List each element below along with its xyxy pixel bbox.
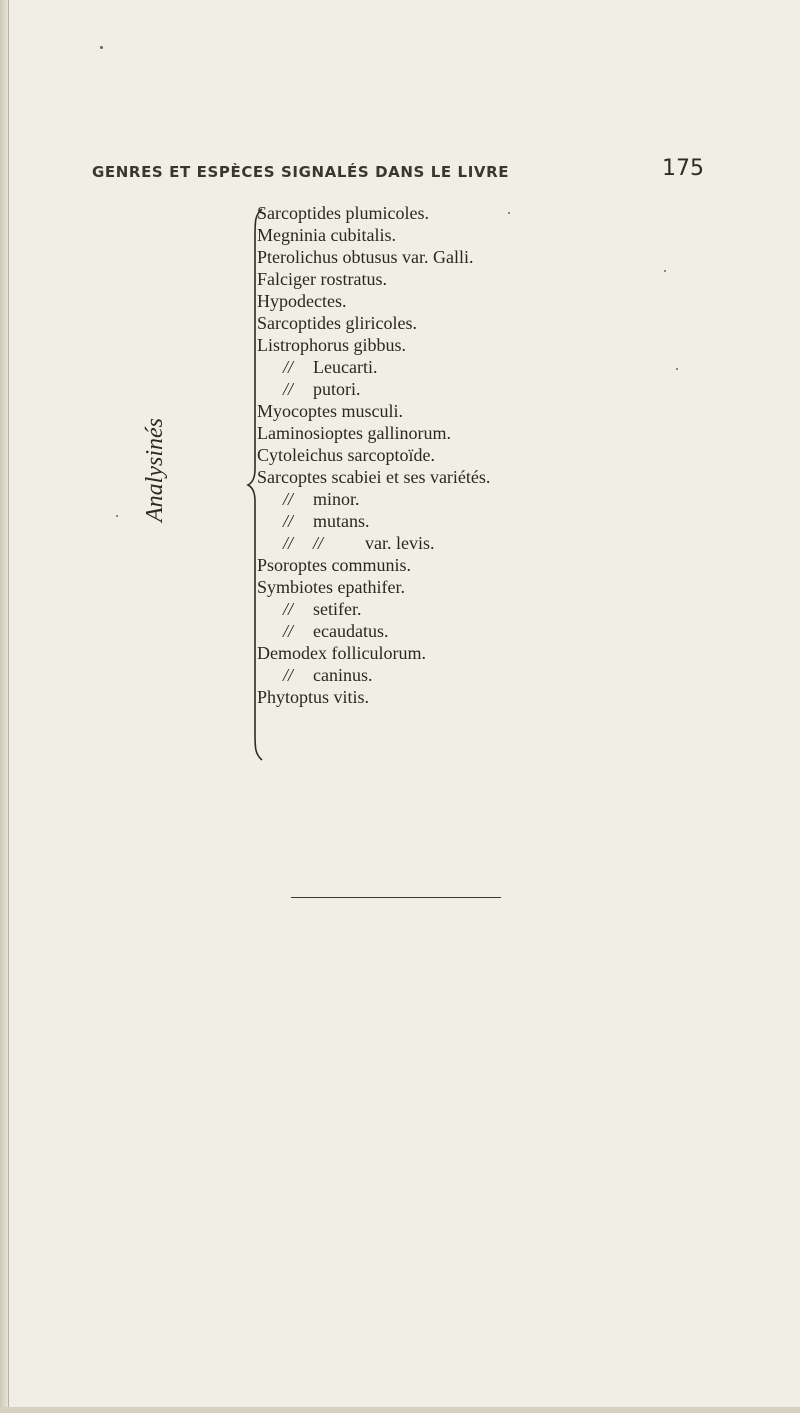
species-entry xyxy=(257,400,657,422)
species-name: Psoroptes communis. xyxy=(257,555,412,575)
species-entry xyxy=(257,664,657,686)
species-name: setifer. xyxy=(313,599,362,619)
ditto-mark: // xyxy=(283,533,294,553)
species-entry xyxy=(257,444,657,466)
species-name: Demodex folliculorum. xyxy=(257,643,426,663)
running-title: GENRES ET ESPÈCES SIGNALÉS DANS LE LIVRE xyxy=(92,163,510,181)
ditto-mark: // xyxy=(283,489,294,509)
page-bottom-edge xyxy=(0,1407,800,1413)
species-name: Sarcoptides gliricoles. xyxy=(257,313,417,333)
species-entry xyxy=(257,466,657,488)
species-name: Sarcoptes scabiei et ses variétés. xyxy=(257,467,491,487)
species-name: Listrophorus gibbus. xyxy=(257,335,407,355)
species-name: caninus. xyxy=(313,665,373,685)
species-entry xyxy=(257,576,657,598)
species-entry xyxy=(257,422,657,444)
species-name: Leucarti. xyxy=(313,357,378,377)
species-name: minor. xyxy=(313,489,360,509)
gutter-line xyxy=(8,0,9,1413)
species-entry xyxy=(257,224,657,246)
species-name: Megninia cubitalis. xyxy=(257,225,396,245)
ditto-mark: // xyxy=(283,379,294,399)
paper-speck xyxy=(508,212,510,214)
species-entry xyxy=(257,532,657,554)
species-entry xyxy=(257,268,657,290)
species-name: Sarcoptides plumicoles. xyxy=(257,203,429,223)
page-number: 175 xyxy=(662,156,704,181)
species-entry xyxy=(257,202,657,224)
species-name: Cytoleichus sarcoptoïde. xyxy=(257,445,435,465)
species-list xyxy=(257,202,657,708)
species-entry xyxy=(257,510,657,532)
species-entry xyxy=(257,620,657,642)
species-entry xyxy=(257,290,657,312)
species-entry xyxy=(257,334,657,356)
species-entry xyxy=(257,642,657,664)
species-name: Laminosioptes gallinorum. xyxy=(257,423,451,443)
species-entry xyxy=(257,488,657,510)
side-label: Analysinés xyxy=(142,418,168,522)
paper-speck xyxy=(664,270,666,272)
species-name: Falciger rostratus. xyxy=(257,269,387,289)
species-entry xyxy=(257,246,657,268)
species-entry xyxy=(257,598,657,620)
ditto-mark: // xyxy=(313,533,324,553)
ditto-mark: // xyxy=(283,357,294,377)
page-header xyxy=(92,156,732,191)
section-rule xyxy=(291,897,501,898)
species-entry xyxy=(257,312,657,334)
species-name: putori. xyxy=(313,379,361,399)
species-entry xyxy=(257,356,657,378)
species-name: Phytoptus vitis. xyxy=(257,687,370,707)
species-name: Symbiotes epathifer. xyxy=(257,577,405,597)
species-entry xyxy=(257,378,657,400)
paper-speck xyxy=(676,368,678,370)
paper-speck xyxy=(100,46,103,49)
species-entry xyxy=(257,554,657,576)
species-name: Pterolichus obtusus var. Galli. xyxy=(257,247,474,267)
species-name: var. levis. xyxy=(365,533,435,553)
species-name: Myocoptes musculi. xyxy=(257,401,403,421)
ditto-mark: // xyxy=(283,511,294,531)
species-name: ecaudatus. xyxy=(313,621,389,641)
species-name: mutans. xyxy=(313,511,370,531)
ditto-mark: // xyxy=(283,621,294,641)
species-entry xyxy=(257,686,657,708)
ditto-mark: // xyxy=(283,599,294,619)
species-name: Hypodectes. xyxy=(257,291,347,311)
ditto-mark: // xyxy=(283,665,294,685)
paper-speck xyxy=(116,515,118,517)
